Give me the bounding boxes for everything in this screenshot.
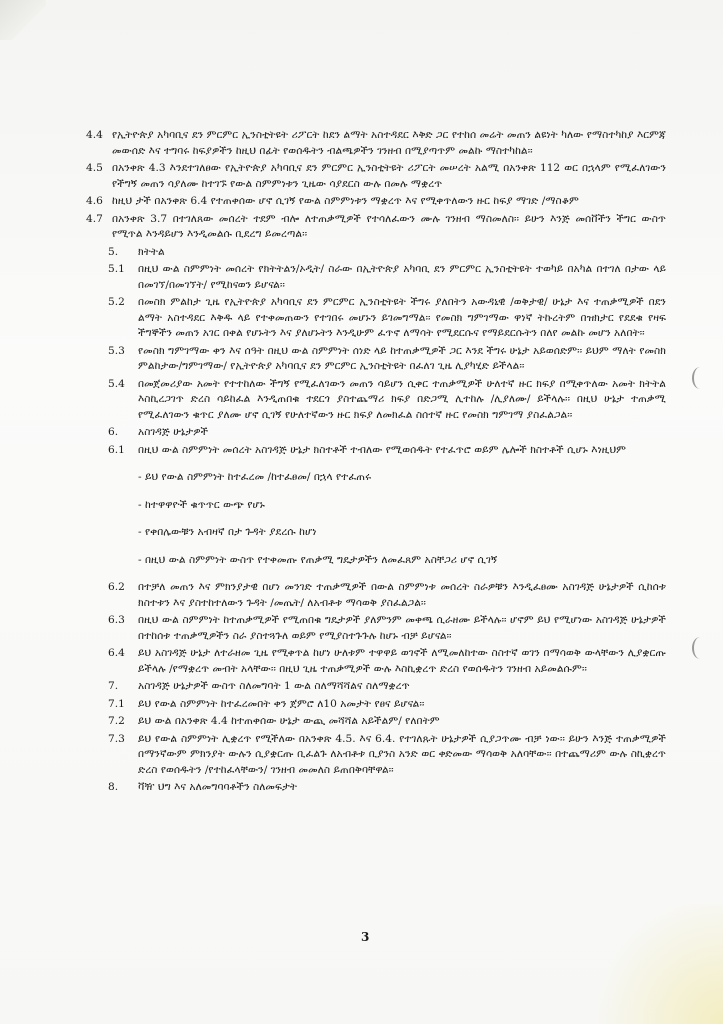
clause-text: ይህ አስገዳጅ ሁኔታ ለተራዘመ ጊዜ የሚቀጥል ከሆነ ሁለቱም ተዋዋይ ወገኖች ለሚመለከተው ስስተኛ ወገን በማሳወቅ ውላቸውን ሊያቋርጡ ይችላሉ /የማቋረጥ መብት አላቸው፡፡ በዚህ ጊዜ ተጠቃሚዎች ውሉ እስኪቋረጥ ድረስ የወሰዱትን ገንዘብ አይመልሱም፡፡ [138, 647, 666, 675]
document-body [86, 128, 666, 796]
clause-number: 4.7 [86, 212, 103, 225]
clause-number: 7.1 [108, 697, 125, 710]
page-number: 3 [361, 930, 370, 944]
numbered-clause [86, 580, 666, 611]
clause-number: 5.3 [108, 344, 125, 357]
clause-text: ይህ የውል ስምምነት ከተፈረመበት ቀን ጀምሮ ለ10 አመታት የፀና ይሆናል፡፡ [138, 697, 425, 710]
clause-number: 6.1 [108, 443, 125, 456]
clause-text: የኢትዮጵያ አካባቢና ደን ምርምር ኢንስቲትዩት ሪፖርት ከደን ልማት አስተዳደር እቅድ ጋር የተከሰ መሬት መጠን ልዩነት ካለው የማስተካከያ እርምጃ መውሰድ እና ተግባሩ ከፍያዎችን ከዚህ በፊት የወሰዱትን ብልጫዎችን ገንዘብ በሚያጣጥም መልኩ ማስተካከል፡፡ [112, 129, 666, 157]
bullet-item [86, 553, 666, 569]
clause-number: 4.5 [86, 162, 103, 174]
clause-number: 8. [108, 781, 119, 793]
clause-number: 4.4 [86, 129, 103, 141]
clause-text: በአንቀጽ 3.7 በተገለጸው መሰረት ተደም ብሎ ለተጠቃሚዎች የተሳለፈውን ሙሉ ገንዘብ ማስመለስ፡፡ ይሁን እንጅ መሰቨችን ችግር ውስጥ የሚጥል እንዳይሆን እንዲመልሱ ቢደረግ ይመረጣል፡፡ [112, 212, 666, 240]
clause-number: 6.4 [108, 647, 125, 659]
clause-text: በዚህ ውል ስምምነት መሰረት የክትትልን/ኦዲት/ ስራው በኢትዮጵያ አካባቢ ደን ምርምር ኢንስቲትዩት ተወካይ በአካል በተገለ በታው ላይ በመገኘ/በመገኘት/ የሚከናወን ይሆናል፡፡ [138, 263, 666, 291]
numbered-clause [86, 245, 666, 261]
clause-text: በዚህ ውል ስምምነት መሰረት አስገዳጅ ሁኔታ ክስተቶች ተብለው የሚወሰዱት የተፈጥሮ ወይም ሌሎች ክስተቶች ሲሆኑ እነዚህም [138, 443, 627, 456]
clause-number: 7.3 [108, 732, 125, 745]
clause-text: በአንቀጽ 4.3 እንደተገለፀው የኢትዮጵያ አካባቢና ደን ምርምር ኢንስቲትዩት ሪፖርት መሠረት አልሚ በአንቀጽ 112 ወር በኋላም የሚፈለገውን የችግኝ መጠን ሳያለሙ ከተገኙ የውል ስምምነቱን ጊዜው ሳያደርስ ውሉ በመሉ ማቋረጥ [112, 162, 666, 190]
bullet-item [86, 470, 666, 486]
bullet-item [86, 498, 666, 514]
folded-corner [0, 0, 46, 40]
clause-text: - በዚህ ውል ስምምነት ውስጥ የተቀመጡ የጠቃሚ ግዴታዎችን ለመፈጸም አስቸጋሪ ሆኖ ሲገኝ [138, 553, 498, 566]
numbered-clause [86, 425, 666, 441]
clause-text: አስገዳጅ ሁኔታዎች [138, 426, 209, 438]
clause-text: - የቀበሌውቹን አብዛኛ በታ ጉዳት ያደረሱ ከሆነ [138, 526, 317, 538]
paper-stain [583, 904, 723, 1024]
numbered-clause [86, 646, 666, 677]
clause-number: 4.6 [86, 195, 103, 207]
numbered-clause [86, 679, 666, 695]
margin-pencil-mark [692, 637, 708, 659]
clause-number: 5. [108, 245, 119, 258]
numbered-clause [86, 714, 666, 730]
numbered-clause [86, 443, 666, 459]
clause-text: በዚህ ውል ስምምነት ከተጠቃሚዎች የሚጠበቁ ግዴታዎች ያለምንም መቀጫ ሲራዘሙ ይችላሉ፡፡ ሆኖም ይህ የሚሆነው አስገዳጅ ሁኔታዎች በተከሰቱ ተጠቃሚዎችን ስራ ያስተጓጉለ ወይም የሚያስተጉጉሉ ከሆኑ ብቻ ይሆናል፡፡ [138, 614, 666, 642]
clause-number: 6.3 [108, 614, 125, 626]
clause-number: 5.2 [108, 296, 125, 308]
clause-text: ክትትል [138, 245, 165, 258]
margin-pencil-mark [692, 367, 708, 389]
numbered-clause [86, 780, 666, 796]
clause-number: 5.4 [108, 377, 125, 390]
numbered-clause [86, 613, 666, 644]
clause-text: በመጀመሪያው አመት የተተከለው ችግኝ የሚፈለገውን መጠን ሳይሆን ሲቀር ተጠቃሚዎች ሁለተኛ ዙር ክፍያ በሚቀጥለው አመት ክትትል እስኪረጋገጥ ድረስ ሳይከፈል እንዲጠበቁ ተደርጎ ያስተጨማሪ ክፍያ በድጋሚ ሊተከሉ /ሊያለሙ/ ይችላሉ፡፡ በዚህ ሁኔታ ተጠቃሚ የሚፈለገውን ቁጥር ያለሙ ሆኖ ሲገኝ የሁለተኛውን ዙር ክፍያ ለመክፈል ስሰተኛ ዙር የመስክ ግምገማ ያስፈልጋል፡፡ [138, 377, 666, 421]
numbered-clause [86, 212, 666, 243]
numbered-clause [86, 262, 666, 293]
clause-text: አስገዳጅ ሁኔታዎች ውስጥ ስለመግባት 1 ውል ስለማሻሻልና ስለማቋረጥ [138, 680, 410, 692]
clause-text: በተቻለ መጠን እና ምክንያታዊ በሆነ መንገድ ተጠቃሚዎች በውል ስምምነቱ መሰረት ስራዎቹን እንዲፈፀሙ አስገዳጅ ሁኔታዎች ሲከሰቱ ክስተቱን እና ያስተከተለውን ጉዳት /መጤት/ ለአብቶቱ ማሳወቅ ያስፈልጋል፡፡ [138, 581, 666, 609]
clause-number: 7.2 [108, 715, 125, 727]
clause-text: - ይህ የውል ስምምነት ከተፈረመ /ከተፈፀመ/ በኋላ የተፈጠሩ [138, 471, 372, 483]
clause-text: የመስክ ግምገማው ቀን እና ሰዓት በዚህ ውል ስምምነት ሰነድ ላይ ከተጠቃሚዎች ጋር እንደ ችግሩ ሁኔታ አይወሰድም፡፡ ይህም ማለት የመስክ ምልከታው/ግምገማው/ የኢትዮጵያ አካባቢና ደን ምርምር ኢንስቲትዩት በፈለገ ጊዜ ሊያካሂድ ይችላል፡፡ [138, 344, 666, 372]
clause-text: ከዚህ ታች በአንቀጽ 6.4 የተጠቀሰው ሆኖ ሲገኝ የውል ስምምነቱን ማቋረጥ እና የሚቀጥለውን ዙር ከፍያ ማገድ /ማስቆም [112, 195, 579, 207]
numbered-clause [86, 128, 666, 159]
numbered-clause [86, 344, 666, 375]
clause-number: 6. [108, 426, 119, 438]
clause-text: በመስክ ምልከታ ጊዜ የኢትዮጵያ አካባቢና ደን ምርምር ኢንስቲትዩት ችግሩ ያለበትን አውዳኒዊ /ወቅታዊ/ ሁኔታ እና ተጠቃሚዎች በደን ልማት አስተዳደር እቅዱ ላይ የተቀመጠውን የተገበሩ መሆኑን ይገመግማል፡፡ የመስክ ግምገማው ዋነኛ ትኩረትም በዝክታር የደደቁ የዛፍ ችግኞችን መጠን አገር በቀል የሆኑትን እና ያለሆኑትን እንዲሁም ፈጥኖ ለማሳት የሚደርሱና የማይደርሱትን በለየ መልኩ መሆን አለበት፡፡ [138, 296, 666, 339]
bullet-item [86, 525, 666, 541]
clause-text: ይህ የውል ስምምነት ሊቋረጥ የሚችለው በአንቀጽ 4.5. እና 6.4. የተገለጹት ሁኔታዎች ሲያጋጥሙ ብቻ ነው፡፡ ይሁን እንጅ ተጠቃሚዎች በማንኛውም ምክንያት ውሉን ሲያቋርጡ ቢፈልጉ ለአብቶቱ ቢያንስ አንድ ወር ቀድመው ማሳወቅ አለባቸው፡፡ በተጨማሪም ውሉ ስኪቋረጥ ድረስ የወሰዱትን /የተከፈላቸውን/ ገንዘብ መመለስ ይጠበቅባቸዋል፡፡ [138, 732, 666, 776]
numbered-clause [86, 194, 666, 210]
numbered-clause [86, 697, 666, 713]
numbered-clause [86, 295, 666, 342]
clause-number: 6.2 [108, 581, 125, 593]
numbered-clause [86, 732, 666, 779]
numbered-clause [86, 377, 666, 424]
clause-number: 5.1 [108, 263, 125, 275]
numbered-clause [86, 161, 666, 192]
clause-number: 7. [108, 680, 119, 692]
clause-text: - ከተዋዋዮች ቁጥጥር ውጭ የሆኑ [138, 498, 265, 511]
clause-text: ቫዥ ህግ እና አለመግባባቶችን ስለመፍታት [138, 781, 298, 793]
clause-text: ይህ ውል በአንቀጽ 4.4 ከተጠቀሰው ሁኔታ ውጪ መሻሻል አይችልም/ የለበትም [138, 715, 440, 727]
